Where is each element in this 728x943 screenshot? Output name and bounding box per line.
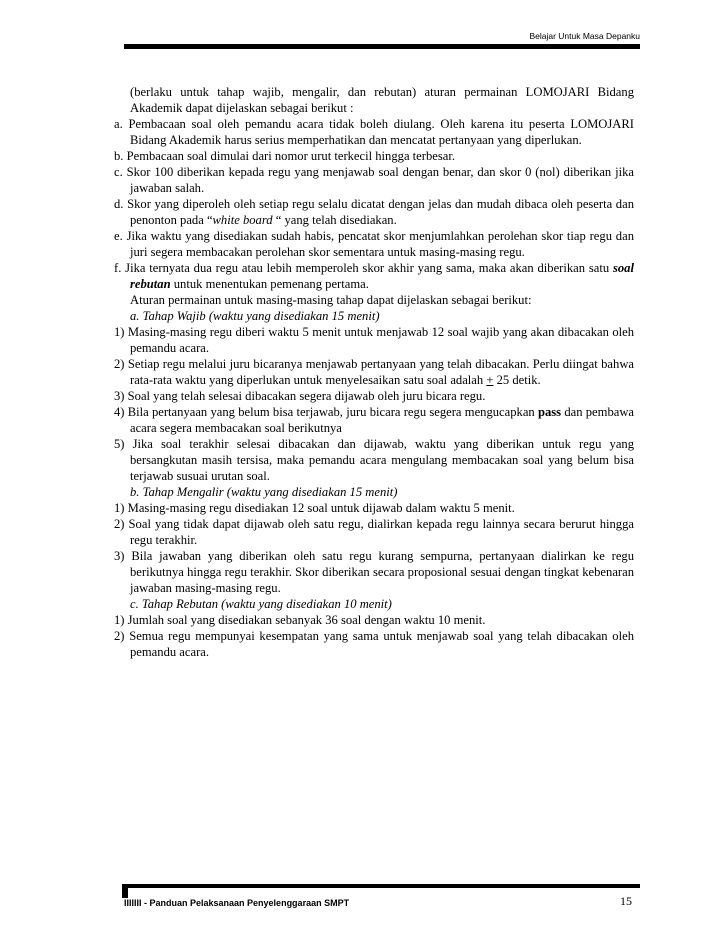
rule-text: Jika ternyata dua regu atau lebih memperoleh skor akhir yang sama, maka akan diberikan satu [125, 261, 613, 275]
rule-text-tail: “ yang telah disediakan. [272, 213, 397, 227]
header-rule [124, 44, 640, 49]
rule-text: Pembacaan soal oleh pemandu acara tidak boleh diulang. Oleh karena itu peserta LOMOJARI Bidang Akademik harus serius memperhatikan dan mencatat pertanyaan yang diperlukan. [128, 117, 634, 147]
rule-marker: a. [114, 117, 123, 131]
stage-mengalir-step-3: 3) Bila jawaban yang diberikan oleh satu regu kurang sempurna, pertanyaan dialirkan ke regu berikutnya hingga regu terakhir. Skor diberikan secara proposional sesuai dengan tingkat kebenaran jawaban masing-masing regu. [114, 549, 634, 595]
intro-paragraph: (berlaku untuk tahap wajib, mengalir, dan rebutan) aturan permainan LOMOJARI Bidang Akademik dapat dijelaskan sebagai berikut : [130, 85, 634, 115]
rule-marker: b. [114, 149, 124, 163]
rule-marker: e. [114, 229, 123, 243]
rule-item-d [114, 196, 634, 228]
stage-mengalir-step-2: 2) Soal yang tidak dapat dijawab oleh satu regu, dialirkan kepada regu lainnya secara berurut hingga regu terakhir. [114, 517, 634, 547]
rule-emphasis: white board [212, 213, 273, 227]
rule-marker: c. [114, 165, 123, 179]
stage-rebutan-title: c. Tahap Rebutan (waktu yang disediakan 10 menit) [130, 597, 392, 611]
step-text: 2) Setiap regu melalui juru bicaranya menjawab pertanyaan yang telah dibacakan. Perlu diingat bahwa rata-rata waktu yang diperlukan untuk menyelesaikan satu soal adalah [114, 357, 634, 387]
rule-text: Skor yang diperoleh oleh setiap regu selalu dicatat dengan jelas dan mudah dibaca oleh peserta dan penonton pada “ [127, 197, 634, 227]
step-emphasis: pass [537, 405, 562, 419]
stage-mengalir-title: b. Tahap Mengalir (waktu yang disediakan 15 menit) [130, 485, 398, 499]
page-body [114, 84, 635, 660]
rule-text-tail: untuk menentukan pemenang pertama. [170, 277, 369, 291]
rule-marker: d. [114, 197, 124, 211]
step-text-tail: 25 detik. [493, 373, 541, 387]
rule-text: Pembacaan soal dimulai dari nomor urut terkecil hingga terbesar. [126, 149, 455, 163]
stage-wajib-step-4 [114, 404, 635, 436]
step-text-tail: dan pembawa acara segera membacakan soal berikutnya [130, 405, 635, 435]
footer-text: IIIIIII - Panduan Pelaksanaan Penyelenggaraan SMPT [124, 898, 350, 908]
plus-minus-symbol: + [486, 373, 494, 387]
step-text: 4) Bila pertanyaan yang belum bisa terjawab, juru bicara regu segera mengucapkan [114, 405, 538, 419]
stage-rebutan-step-2: 2) Semua regu mempunyai kesempatan yang sama untuk menjawab soal yang telah dibacakan oleh pemandu acara. [114, 629, 634, 659]
footer-rule [128, 884, 640, 888]
rule-item-a [114, 116, 634, 148]
page-number: 15 [620, 894, 632, 908]
rule-text: Skor 100 diberikan kepada regu yang menjawab soal dengan benar, dan skor 0 (nol) diberikan jika jawaban salah. [126, 165, 634, 195]
rule-marker: f. [114, 261, 122, 275]
running-header: Belajar Untuk Masa Depanku [529, 31, 640, 41]
stage-wajib-step-5: 5) Jika soal terakhir selesai dibacakan dan dijawab, waktu yang diberikan untuk regu yang bersangkutan masih tersisa, maka pemandu acara mengulang membacakan soal yang belum bisa terjawab susuai urutan soal. [114, 437, 634, 483]
rule-item-c [114, 164, 634, 196]
stages-intro: Aturan permainan untuk masing-masing tahap dapat dijelaskan sebagai berikut: [130, 293, 532, 307]
rule-item-e [114, 228, 634, 260]
rule-text: Jika waktu yang disediakan sudah habis, pencatat skor menjumlahkan perolehan skor tiap regu dan juri segera membacakan perolehan skor sementara untuk masing-masing regu. [126, 229, 634, 259]
stage-mengalir-step-1: 1) Masing-masing regu disediakan 12 soal untuk dijawab dalam waktu 5 menit. [114, 501, 515, 515]
rule-item-f [114, 260, 634, 292]
stage-wajib-step-3: 3) Soal yang telah selesai dibacakan segera dijawab oleh juru bicara regu. [114, 389, 486, 403]
stage-rebutan-step-1: 1) Jumlah soal yang disediakan sebanyak 36 soal dengan waktu 10 menit. [114, 613, 486, 627]
stage-wajib-title: a. Tahap Wajib (waktu yang disediakan 15 menit) [130, 309, 380, 323]
stage-wajib-step-1: 1) Masing-masing regu diberi waktu 5 menit untuk menjawab 12 soal wajib yang akan dibacakan oleh pemandu acara. [114, 325, 634, 355]
rule-item-b [114, 148, 634, 164]
stage-wajib-step-2 [114, 356, 634, 388]
rule-emphasis: soal rebutan [130, 261, 634, 291]
